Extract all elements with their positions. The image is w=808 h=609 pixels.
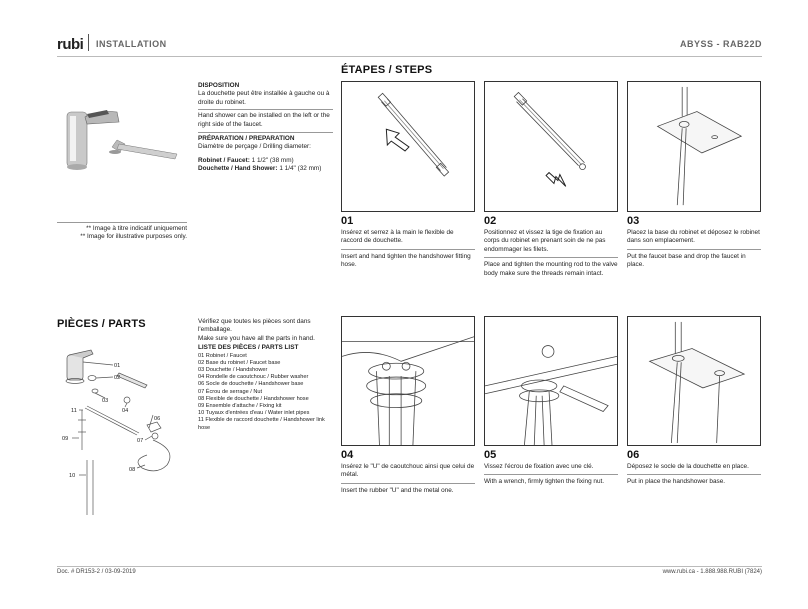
step-06-en: Put in place the handshower base. — [627, 478, 726, 486]
header-divider — [57, 56, 762, 57]
step-04-divider — [341, 483, 475, 484]
parts-list-item: 08 Flexible de douchette / Handshower hose — [198, 395, 309, 402]
step-04-fr: Insérez le "U" de caoutchouc ainsi que celui de métal. — [341, 463, 475, 479]
step-01-fr: Insérez et serrez à la main le flexible de raccord de douchette. — [341, 229, 454, 245]
parts-intro-fr: Vérifiez que toutes les pièces sont dans l'emballage. — [198, 318, 311, 334]
step-01 — [341, 215, 475, 270]
faucet-drill — [198, 157, 333, 165]
callout-01: 01 — [114, 363, 121, 369]
step-05-number: 05 — [484, 449, 497, 461]
parts-title: PIÈCES / PARTS — [57, 318, 146, 330]
preparation-sub: Diamètre de perçage / Drilling diameter: — [198, 143, 311, 151]
image-note-en: ** Image for illustrative purposes only. — [80, 233, 187, 241]
parts-list — [198, 353, 333, 432]
step-03-fr: Placez la base du robinet et déposez le robinet dans son emplacement. — [627, 229, 760, 245]
step-01-number: 01 — [341, 215, 354, 227]
step-06-fr: Déposez le socle de la douchette en place. — [627, 463, 749, 470]
step-02-fr: Positionnez et vissez la tige de fixation au corps du robinet en prenant soin de ne pas endommager les filets. — [484, 229, 606, 253]
step-02-illustration — [484, 81, 618, 212]
step-01-illustration — [341, 81, 475, 212]
callout-06: 06 — [154, 416, 161, 422]
shower-drill — [198, 165, 333, 173]
parts-list-item: 11 Flexible de raccord douchette / Handshower link hose — [198, 417, 325, 431]
step-03-en: Put the faucet base and drop the faucet in place. — [627, 252, 746, 269]
step-02-divider — [484, 257, 618, 258]
step-01-en: Insert and hand tighten the handshower fitting hose. — [341, 252, 471, 269]
disposition-block — [198, 82, 333, 174]
parts-list-item: 10 Tuyaux d'entrées d'eau / Water inlet pipes — [198, 410, 310, 417]
step-04-number: 04 — [341, 449, 354, 461]
image-note-fr: ** Image à titre indicatif uniquement — [86, 225, 187, 232]
step-02-number: 02 — [484, 215, 497, 227]
footer-divider — [57, 566, 762, 567]
parts-list-item: 04 Rondelle de caoutchouc / Rubber washer — [198, 374, 309, 381]
step-03 — [627, 215, 761, 270]
step-06-illustration — [627, 316, 761, 446]
shower-drill-value: 1 1/4" (32 mm) — [279, 165, 322, 173]
disposition-fr: La douchette peut être installée à gauche ou à droite du robinet. — [198, 90, 330, 106]
faucet-drill-value: 1 1/2" (38 mm) — [251, 156, 294, 164]
callout-08: 08 — [129, 467, 136, 473]
step-03-illustration — [627, 81, 761, 212]
step-03-number: 03 — [627, 215, 640, 227]
step-05-divider — [484, 474, 618, 475]
image-note-divider — [57, 222, 187, 223]
header-separator — [88, 34, 89, 51]
faucet-drill-label: Robinet / Faucet: — [198, 156, 250, 164]
callout-11: 11 — [71, 408, 77, 414]
callout-09: 09 — [62, 436, 69, 442]
step-05-en: With a wrench, firmly tighten the fixing nut. — [484, 478, 605, 486]
callout-04: 04 — [122, 408, 129, 414]
image-note — [57, 225, 187, 242]
steps-title: ÉTAPES / STEPS — [341, 64, 433, 76]
shower-drill-label: Douchette / Hand Shower: — [198, 165, 278, 173]
disposition-en: Hand shower can be installed on the left or the right side of the faucet. — [198, 112, 330, 128]
parts-intro — [198, 318, 333, 432]
step-05-illustration — [484, 316, 618, 446]
step-04-illustration — [341, 316, 475, 446]
step-06-number: 06 — [627, 449, 640, 461]
step-05-fr: Vissez l'écrou de fixation avec une clé. — [484, 463, 594, 470]
step-02-en: Place and tighten the mounting rod to the valve body make sure the threads remain intact. — [484, 261, 618, 277]
step-05 — [484, 449, 618, 487]
callout-07: 07 — [137, 438, 144, 444]
step-04 — [341, 449, 475, 495]
parts-diagram — [57, 340, 187, 520]
step-06 — [627, 449, 761, 487]
callout-02: 02 — [114, 375, 121, 381]
parts-intro-en: Make sure you have all the parts in hand. — [198, 334, 315, 342]
callout-10: 10 — [69, 473, 76, 479]
parts-list-item: 03 Douchette / Handshower — [198, 367, 268, 374]
header-model: ABYSS - RAB22D — [679, 39, 762, 49]
preparation-heading: PRÉPARATION / PREPARATION — [198, 135, 295, 143]
parts-list-item: 01 Robinet / Faucet — [198, 352, 247, 359]
disposition-heading: DISPOSITION — [198, 82, 240, 89]
parts-list-item: 06 Socle de douchette / Handshower base — [198, 381, 304, 388]
step-02 — [484, 215, 618, 278]
disposition-divider-2 — [198, 132, 333, 133]
step-01-divider — [341, 249, 475, 250]
parts-list-item: 02 Base du robinet / Faucet base — [198, 359, 281, 366]
parts-list-item: 09 Ensemble d'attache / Fixing kit — [198, 403, 282, 410]
step-06-divider — [627, 474, 761, 475]
step-03-divider — [627, 249, 761, 250]
parts-list-heading: LISTE DES PIÈCES / PARTS LIST — [198, 344, 299, 352]
product-image — [57, 92, 187, 182]
footer-doc: Doc. # DR153-2 / 03-09-2019 — [57, 569, 136, 575]
header-title: INSTALLATION — [96, 39, 167, 49]
callout-03: 03 — [102, 398, 109, 404]
parts-list-item: 07 Écrou de serrage / Nut — [198, 388, 263, 395]
step-04-en: Insert the rubber "U" and the metal one. — [341, 486, 454, 494]
brand-logo: rubi — [57, 36, 84, 53]
disposition-divider-1 — [198, 109, 333, 110]
footer-contact: www.rubi.ca - 1.888.988.RUBI (7824) — [662, 569, 762, 575]
